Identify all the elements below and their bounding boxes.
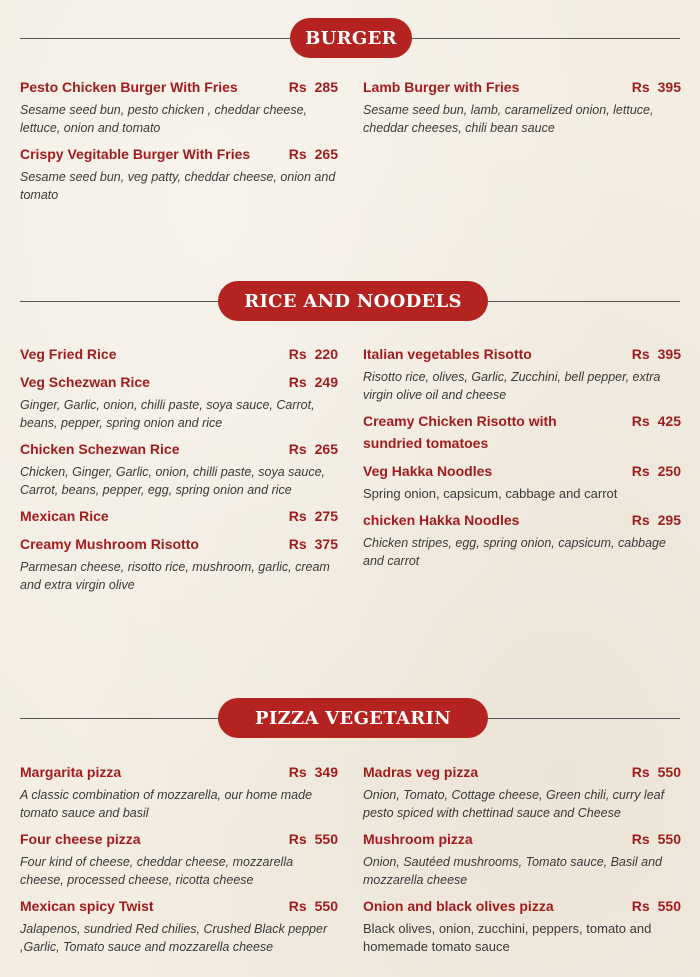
menu-item: [363, 76, 681, 137]
section-title: PIZZA VEGETARIN: [218, 698, 488, 738]
rice-right-column: [363, 343, 681, 576]
item-description: Jalapenos, sundried Red chilies, Crushed Black pepper ,Garlic, Tomato sauce and mozzarella cheese: [20, 922, 328, 954]
item-price: Rs 220: [288, 346, 338, 362]
item-name: Lamb Burger with Fries: [363, 79, 520, 95]
item-name: Mushroom pizza: [363, 831, 473, 847]
item-name: Creamy Mushroom Risotto: [20, 536, 199, 552]
menu-item: [20, 438, 338, 499]
menu-item: [20, 828, 338, 889]
item-price: Rs 265: [288, 146, 338, 162]
menu-item: [363, 828, 681, 889]
menu-item: [363, 895, 681, 956]
item-description: Sesame seed bun, lamb, caramelized onion, lettuce, cheddar cheeses, chili bean sauce: [363, 103, 654, 135]
item-name: Chicken Schezwan Rice: [20, 441, 180, 457]
menu-item: [363, 761, 681, 822]
item-description: Parmesan cheese, risotto rice, mushroom, garlic, cream and extra virgin olive: [20, 560, 330, 592]
section-title: RICE AND NOODELS: [218, 281, 488, 321]
item-name: Crispy Vegitable Burger With Fries: [20, 146, 251, 162]
menu-item: [363, 343, 681, 404]
item-name: Veg Fried Rice: [20, 346, 117, 362]
menu-item: [363, 460, 681, 503]
item-description: Sesame seed bun, pesto chicken , cheddar cheese, lettuce, onion and tomato: [20, 103, 307, 135]
burger-right-column: [363, 76, 681, 143]
menu-item: [20, 76, 338, 137]
item-description: Chicken stripes, egg, spring onion, capsicum, cabbage and carrot: [363, 536, 666, 568]
menu-item: [20, 895, 338, 956]
item-name: Mexican Rice: [20, 508, 109, 524]
section-header-rice-and-noodles: [20, 281, 680, 321]
item-price: Rs 550: [631, 898, 681, 914]
item-name: Creamy Chicken Risotto with sundried tomatoes: [363, 413, 557, 451]
item-name: Veg Hakka Noodles: [363, 463, 493, 479]
item-description: Onion, Tomato, Cottage cheese, Green chili, curry leaf pesto spiced with chettinad sauce and Cheese: [363, 788, 665, 820]
menu-item: [20, 343, 338, 365]
item-description: Spring onion, capsicum, cabbage and carrot: [363, 486, 618, 501]
item-description: Risotto rice, olives, Garlic, Zucchini, bell pepper, extra virgin olive oil and cheese: [363, 370, 661, 402]
menu-item: [20, 143, 338, 204]
item-price: Rs 550: [631, 831, 681, 847]
item-description: Ginger, Garlic, onion, chilli paste, soya sauce, Carrot, beans, pepper, spring onion and rice: [20, 398, 315, 430]
item-description: Black olives, onion, zucchini, peppers, tomato and homemade tomato sauce: [363, 921, 652, 954]
item-name: Pesto Chicken Burger With Fries: [20, 79, 238, 95]
menu-item: [363, 410, 681, 454]
rice-left-column: [20, 343, 338, 600]
item-price: Rs 550: [631, 764, 681, 780]
item-name: Margarita pizza: [20, 764, 122, 780]
section-header-pizza-vegetarian: [20, 698, 680, 738]
item-name: Onion and black olives pizza: [363, 898, 554, 914]
item-description: Four kind of cheese, cheddar cheese, mozzarella cheese, processed cheese, ricotta cheese: [20, 855, 294, 887]
menu-item: [20, 371, 338, 432]
item-name: Veg Schezwan Rice: [20, 374, 150, 390]
menu-item: [20, 505, 338, 527]
pizza-left-column: [20, 761, 338, 962]
item-price: Rs 295: [631, 512, 681, 528]
item-price: Rs 550: [288, 831, 338, 847]
item-price: Rs 249: [288, 374, 338, 390]
menu-item: [20, 761, 338, 822]
item-price: Rs 395: [631, 346, 681, 362]
item-description: A classic combination of mozzarella, our home made tomato sauce and basil: [20, 788, 313, 820]
item-price: Rs 349: [288, 764, 338, 780]
item-name: Italian vegetables Risotto: [363, 346, 532, 362]
menu-item: [363, 509, 681, 570]
item-description: Sesame seed bun, veg patty, cheddar cheese, onion and tomato: [20, 170, 336, 202]
item-price: Rs 375: [288, 536, 338, 552]
item-price: Rs 425: [631, 413, 681, 429]
item-price: Rs 550: [288, 898, 338, 914]
section-header-burger: [20, 18, 680, 58]
menu-item: [20, 533, 338, 594]
item-name: Madras veg pizza: [363, 764, 479, 780]
item-price: Rs 250: [631, 463, 681, 479]
item-price: Rs 275: [288, 508, 338, 524]
item-price: Rs 285: [288, 79, 338, 95]
pizza-right-column: [363, 761, 681, 962]
item-description: Chicken, Ginger, Garlic, onion, chilli paste, soya sauce, Carrot, beans, pepper, egg, spring onion and rice: [20, 465, 326, 497]
item-name: chicken Hakka Noodles: [363, 512, 520, 528]
item-price: Rs 395: [631, 79, 681, 95]
item-name: Mexican spicy Twist: [20, 898, 154, 914]
item-price: Rs 265: [288, 441, 338, 457]
item-name: Four cheese pizza: [20, 831, 141, 847]
section-title: BURGER: [290, 18, 412, 58]
item-description: Onion, Sautéed mushrooms, Tomato sauce, Basil and mozzarella cheese: [363, 855, 663, 887]
burger-left-column: [20, 76, 338, 210]
